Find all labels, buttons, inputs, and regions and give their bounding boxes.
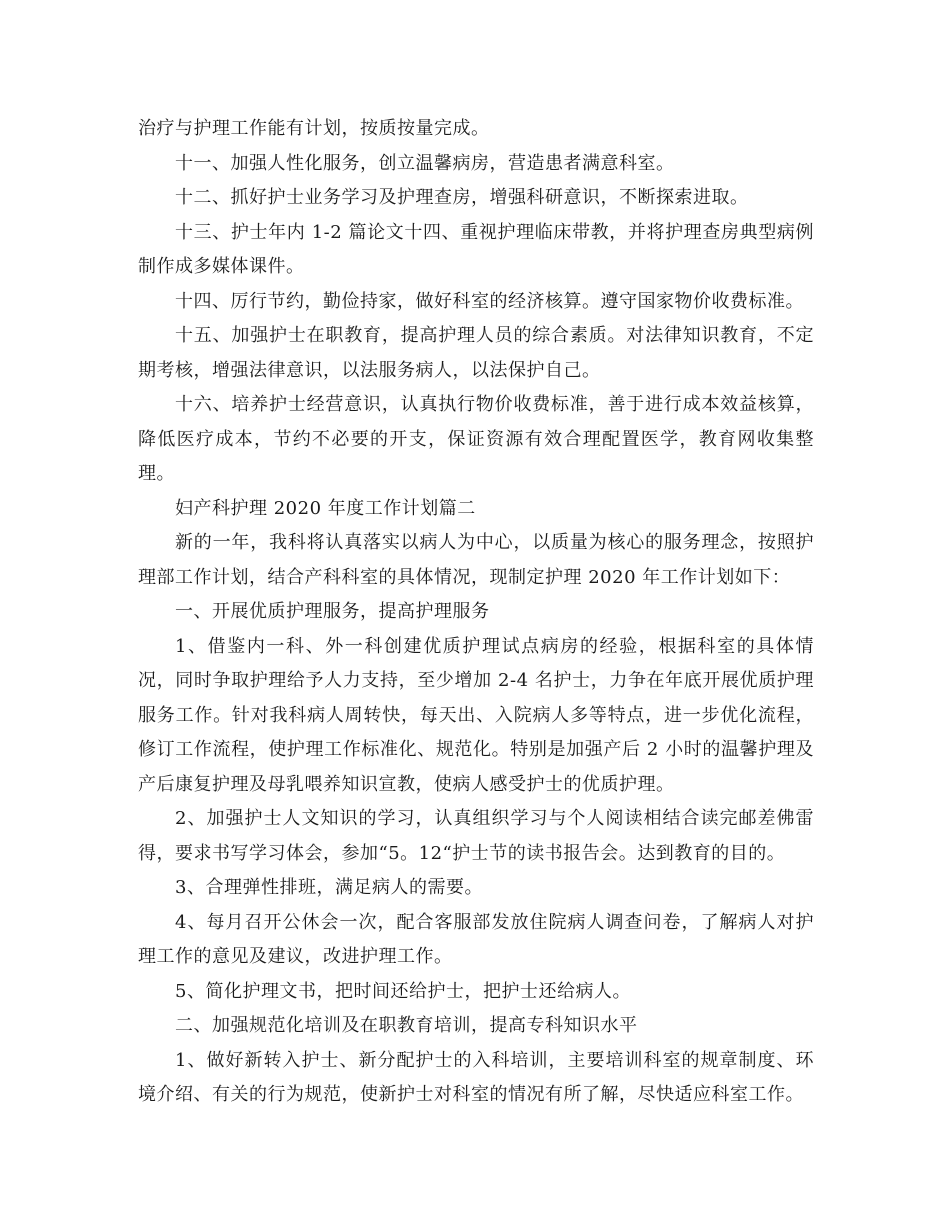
paragraph-1: 治疗与护理工作能有计划，按质按量完成。 (138, 118, 490, 139)
paragraph-11: 1、借鉴内一科、外一科创建优质护理试点病房的经验，根据科室的具体情况，同时争取护理给予人力支持，至少增加 2-4 名护士，力争在年底开展优质护理服务工作。针对我科病人周转快，每天出、入院病人多等特点，进一步优化流程，修订工作流程，使护理工作标准化、规范化。特别是加强产后 2 小时的温馨护理及产后康复护理及母乳喂养知识宣教，使病人感受护士的优质护理。 (138, 635, 814, 795)
paragraph-7: 十六、培养护士经营意识，认真执行物价收费标准，善于进行成本效益核算，降低医疗成本，节约不必要的开支，保证资源有效合理配置医学，教育网收集整理。 (138, 394, 814, 484)
paragraph-4: 十三、护士年内 1-2 篇论文十四、重视护理临床带教，并将护理查房典型病例制作成多媒体课件。 (138, 221, 814, 277)
section-heading-two: 二、加强规范化培训及在职教育培训，提高专科知识水平 (175, 1015, 638, 1036)
paragraph-14: 4、每月召开公休会一次，配合客服部发放住院病人调查问卷，了解病人对护理工作的意见及建议，改进护理工作。 (138, 911, 814, 967)
paragraph-12: 2、加强护士人文知识的学习，认真组织学习与个人阅读相结合读完邮差佛雷得，要求书写学习体会，参加“5。12“护士节的读书报告会。达到教育的目的。 (138, 808, 814, 864)
paragraph-9: 新的一年，我科将认真落实以病人为中心，以质量为核心的服务理念，按照护理部工作计划，结合产科科室的具体情况，现制定护理 2020 年工作计划如下： (138, 532, 814, 588)
paragraph-3: 十二、抓好护士业务学习及护理查房，增强科研意识，不断探索进取。 (175, 187, 749, 208)
paragraph-17: 1、做好新转入护士、新分配护士的入科培训，主要培训科室的规章制度、环境介绍、有关的行为规范，使新护士对科室的情况有所了解，尽快适应科室工作。 (138, 1049, 814, 1105)
section-heading-one: 一、开展优质护理服务，提高护理服务 (175, 601, 490, 622)
paragraph-15: 5、简化护理文书，把时间还给护士，把护士还给病人。 (175, 980, 631, 1002)
paragraph-2: 十一、加强人性化服务，创立温馨病房，营造患者满意科室。 (175, 152, 675, 174)
document-body (138, 112, 814, 1113)
section-heading-part-two: 妇产科护理 2020 年度工作计划篇二 (175, 497, 476, 519)
paragraph-13: 3、合理弹性排班，满足病人的需要。 (175, 877, 483, 898)
paragraph-5: 十四、厉行节约，勤俭持家，做好科室的经济核算。遵守国家物价收费标准。 (175, 290, 804, 312)
paragraph-6: 十五、加强护士在职教育，提高护理人员的综合素质。对法律知识教育，不定期考核，增强法律意识，以法服务病人，以法保护自己。 (138, 325, 814, 381)
